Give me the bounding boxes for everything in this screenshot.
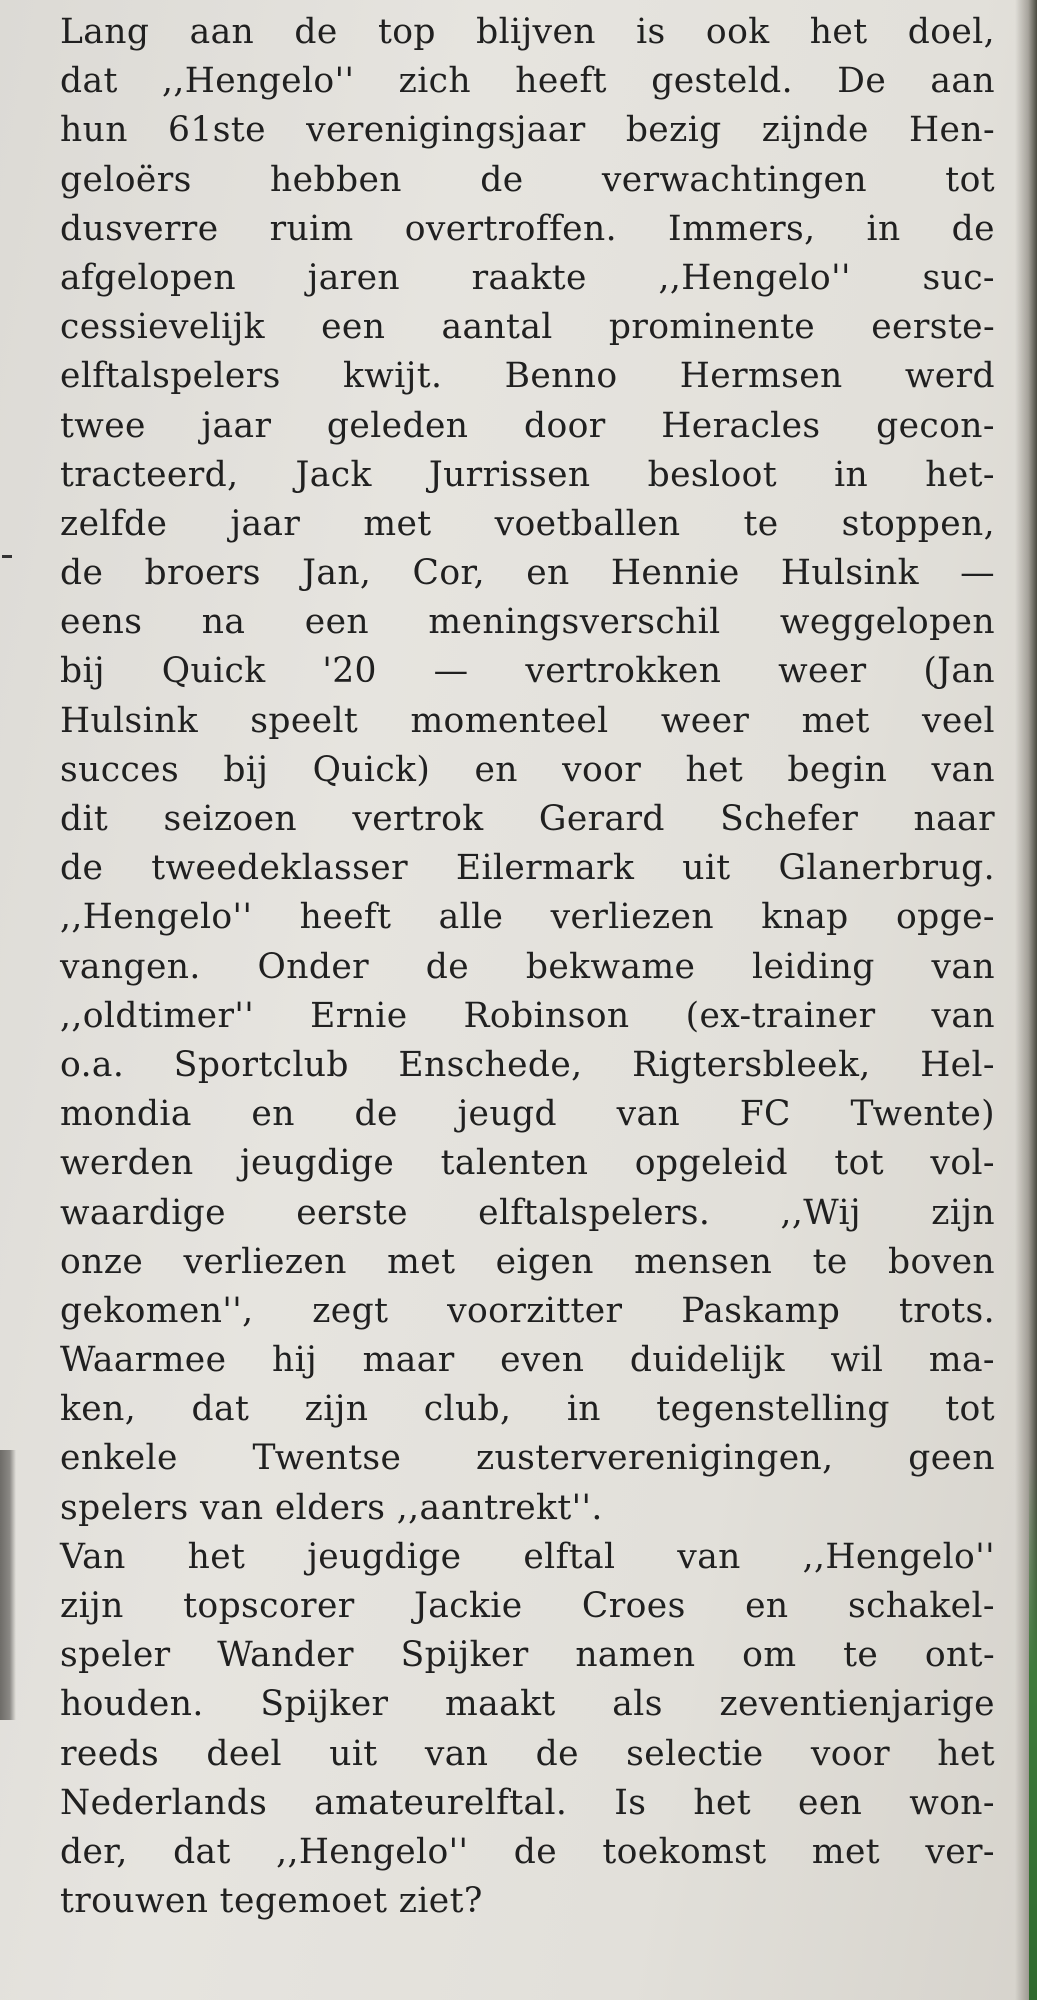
article-line: de tweedeklasser Eilermark uit Glanerbrug. — [60, 848, 995, 889]
article-line: zelfde jaar met voetballen te stoppen, — [60, 503, 995, 544]
article-line: cessievelijk een aantal prominente eerste- — [60, 307, 995, 348]
article-line: dusverre ruim overtroffen. Immers, in de — [60, 208, 995, 249]
article-line: houden. Spijker maakt als zeventienjarige — [60, 1684, 995, 1725]
article-line: Van het jeugdige elftal van ,,Hengelo'' — [60, 1536, 995, 1577]
article-line: twee jaar geleden door Heracles gecon- — [60, 405, 995, 446]
article-line: Hulsink speelt momenteel weer met veel — [60, 700, 995, 741]
article-line: Waarmee hij maar even duidelijk wil ma- — [60, 1340, 995, 1381]
article-line: waardige eerste elftalspelers. ,,Wij zijn — [60, 1192, 995, 1233]
article-line: dit seizoen vertrok Gerard Schefer naar — [60, 799, 995, 839]
article-line: Lang aan de top blijven is ook het doel, — [60, 12, 995, 52]
article-line: trouwen tegemoet ziet? — [60, 1881, 483, 1922]
article-line: reeds deel uit van de selectie voor het — [60, 1733, 995, 1774]
article-line: werden jeugdige talenten opgeleid tot vol- — [60, 1143, 995, 1184]
article-line: vangen. Onder de bekwame leiding van — [60, 946, 995, 987]
article-line: mondia en de jeugd van FC Twente) — [60, 1094, 995, 1135]
article-line: dat ,,Hengelo'' zich heeft gesteld. De aan — [60, 61, 995, 102]
article-line: ,,oldtimer'' Ernie Robinson (ex-trainer van — [60, 995, 995, 1036]
article-line: afgelopen jaren raakte ,,Hengelo'' suc- — [60, 257, 995, 298]
article-line: tracteerd, Jack Jurrissen besloot in het- — [60, 454, 995, 495]
article-line: succes bij Quick) en voor het begin van — [60, 749, 995, 790]
article-line: de broers Jan, Cor, en Hennie Hulsink — — [60, 553, 995, 594]
article-line: zijn topscorer Jackie Croes en schakel- — [60, 1586, 995, 1626]
article-line: Nederlands amateurelftal. Is het een won- — [60, 1782, 995, 1823]
article-line: gekomen'', zegt voorzitter Paskamp trots. — [60, 1290, 995, 1331]
article-line: elftalspelers kwijt. Benno Hermsen werd — [60, 356, 995, 397]
article-line: ken, dat zijn club, in tegenstelling tot — [60, 1389, 995, 1430]
article-line: spelers van elders ,,aantrekt''. — [60, 1487, 603, 1528]
article-line: hun 61ste verenigingsjaar bezig zijnde Hen- — [60, 110, 995, 151]
article-line: bij Quick '20 — vertrokken weer (Jan — [60, 651, 995, 692]
article-line: geloërs hebben de verwachtingen tot — [60, 159, 995, 200]
article-line: speler Wander Spijker namen om te ont- — [60, 1635, 995, 1676]
article-line: ,,Hengelo'' heeft alle verliezen knap opge- — [60, 897, 995, 938]
article-text — [60, 8, 995, 1926]
article-line: onze verliezen met eigen mensen te boven — [60, 1241, 995, 1282]
article-line: der, dat ,,Hengelo'' de toekomst met ver- — [60, 1831, 995, 1872]
article-line: enkele Twentse zusterverenigingen, geen — [60, 1438, 995, 1479]
background-edge — [1029, 1460, 1037, 2000]
adjacent-photo-edge — [0, 1450, 16, 1720]
article-line: o.a. Sportclub Enschede, Rigtersbleek, Hel- — [60, 1044, 995, 1085]
article-line: eens na een meningsverschil weggelopen — [60, 602, 995, 643]
margin-mark — [2, 555, 12, 558]
